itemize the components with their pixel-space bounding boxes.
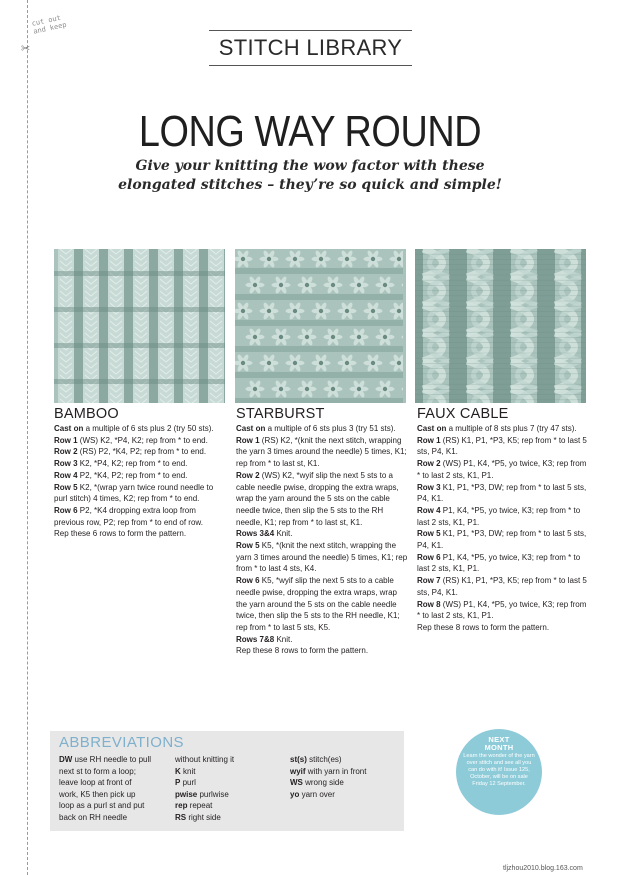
instruction-line — [59, 754, 151, 766]
instruction-line — [54, 482, 226, 505]
star-center — [293, 257, 297, 261]
instruction-label: Row 2 — [236, 470, 260, 480]
instruction-text: Knit. — [274, 529, 293, 539]
star-center — [305, 387, 309, 391]
tie-band — [54, 379, 225, 384]
instruction-text: (WS) K2, *P4, K2; rep from * to end. — [77, 435, 208, 445]
instruction-label: P — [175, 778, 181, 788]
instruction-label: Row 4 — [417, 505, 441, 515]
star-center — [371, 361, 375, 365]
star-center — [345, 309, 349, 313]
garter-ridge — [235, 398, 403, 403]
instruction-line — [175, 777, 234, 789]
instruction-line — [290, 789, 366, 801]
instruction-label: Row 7 — [417, 576, 441, 586]
instruction-text: wrong side — [302, 778, 344, 788]
instruction-text: without knitting it — [175, 755, 235, 764]
star-center — [305, 335, 309, 339]
star-center — [279, 387, 283, 391]
instruction-line — [236, 645, 408, 657]
star-center — [279, 335, 283, 339]
abbreviations-box — [50, 731, 404, 831]
instruction-text: Knit. — [274, 634, 293, 644]
star-center — [383, 335, 387, 339]
star-center — [319, 361, 323, 365]
instruction-label: Row 1 — [54, 435, 78, 445]
abbreviations-column-3 — [290, 754, 366, 800]
tie-band — [54, 307, 225, 312]
instruction-line — [417, 435, 589, 458]
instruction-line — [417, 599, 589, 622]
next-month-heading — [456, 736, 542, 752]
instruction-text: (RS) P2, *K4, P2; rep from * to end. — [77, 447, 207, 457]
subtitle-line-1: Give your knitting the wow factor with these — [135, 158, 485, 174]
star-center — [267, 361, 271, 365]
instruction-label: Row 3 — [417, 482, 441, 492]
source-credit: tljzhou2010.blog.163.com — [503, 865, 583, 872]
instruction-text: (WS) K2, *wyif slip the next 5 sts to a cable needle pwise, dropping the extra wraps, wrap the yarn around the 5 sts on the cable needle twice, then slip the 5 sts to the RH needle, K1; rep from * to last st, K1. — [236, 470, 399, 527]
instruction-label: WS — [290, 778, 303, 788]
instruction-text: K2, *P4, K2; rep from * to end. — [77, 459, 188, 469]
instruction-line — [236, 528, 408, 540]
instruction-line — [290, 754, 366, 766]
instruction-label: st(s) — [290, 755, 307, 764]
instruction-text: right side — [186, 812, 221, 822]
instruction-label: Row 6 — [417, 552, 441, 562]
star-center — [397, 257, 401, 261]
instruction-line — [175, 766, 234, 778]
star-center — [331, 387, 335, 391]
cut-out-label: cut out and keep — [31, 13, 68, 36]
pattern-instructions — [417, 423, 589, 634]
star-center — [357, 387, 361, 391]
instruction-line — [175, 754, 234, 766]
abbreviations-title: ABBREVIATIONS — [59, 734, 184, 751]
star-center — [357, 335, 361, 339]
instruction-text: repeat — [187, 801, 213, 811]
instruction-label: DW — [59, 755, 73, 764]
instruction-line — [54, 505, 226, 528]
pattern-instructions — [236, 423, 408, 657]
instruction-text: a multiple of 8 sts plus 7 (try 47 sts). — [446, 424, 577, 433]
instruction-text: Rep these 6 rows to form the pattern. — [54, 529, 187, 539]
instruction-text: (WS) P1, K4, *P5, yo twice, K3; rep from * to last 2 sts, K1, P1. — [417, 599, 587, 621]
instruction-line — [175, 800, 234, 812]
star-center — [305, 283, 309, 287]
instruction-text: loop as a purl st and put — [59, 801, 145, 811]
scissors-icon: ✂ — [21, 43, 31, 55]
instruction-text: (RS) K1, P1, *P3, K5; rep from * to last 5 sts, P4, K1. — [417, 576, 587, 597]
instruction-line — [417, 552, 589, 575]
garter-ridge — [235, 320, 403, 326]
instruction-text: (RS) K1, P1, *P3, K5; rep from * to last 5 sts, P4, K1. — [417, 435, 587, 457]
abbreviations-column-1 — [59, 754, 151, 824]
instruction-label: Row 2 — [417, 459, 441, 469]
instruction-label: Cast on — [54, 424, 84, 433]
instruction-label: Rows 7&8 — [236, 634, 275, 644]
next-month-badge — [456, 729, 542, 815]
pattern-instructions — [54, 423, 226, 540]
instruction-line — [54, 446, 226, 458]
garter-ridge — [235, 294, 403, 300]
instruction-text: P1, K4, *P5, yo twice, K3; rep from * to last 2 sts, K1, P1. — [417, 552, 581, 574]
star-center — [319, 309, 323, 313]
abbreviations-column-2 — [175, 754, 234, 824]
instruction-line — [417, 575, 589, 598]
instruction-text: stitch(es) — [306, 755, 342, 764]
instruction-line — [417, 423, 589, 435]
garter-ridge — [235, 268, 403, 274]
instruction-text: P2, *K4, P2; rep from * to end. — [77, 470, 188, 480]
bamboo-swatch-image — [54, 249, 225, 403]
star-center — [241, 309, 245, 313]
star-center — [241, 257, 245, 261]
instruction-line — [236, 540, 408, 575]
instruction-text: P1, K4, *P5, yo twice, K3; rep from * to last 2 sts, K1, P1. — [417, 505, 581, 527]
section-title: STITCH LIBRARY — [209, 30, 412, 66]
instruction-line — [290, 766, 366, 778]
instruction-label: RS — [175, 812, 187, 822]
instruction-text: K2, *(wrap yarn twice round needle to purl stitch) 4 times, K2; rep from * to end. — [54, 482, 214, 504]
star-center — [371, 309, 375, 313]
instruction-label: Row 5 — [54, 482, 78, 492]
instruction-label: Row 5 — [236, 541, 260, 551]
instruction-text: purlwise — [197, 789, 229, 799]
instruction-text: back on RH needle — [59, 812, 128, 822]
instruction-label: Cast on — [236, 424, 266, 433]
instruction-line — [417, 505, 589, 528]
star-center — [253, 283, 257, 287]
instruction-line — [54, 470, 226, 482]
star-center — [319, 257, 323, 261]
star-center — [345, 257, 349, 261]
instruction-text: next st to form a loop; — [59, 766, 136, 776]
page-subtitle — [90, 157, 530, 195]
instruction-text: yarn over — [299, 789, 335, 799]
instruction-text: knit — [180, 766, 196, 776]
instruction-text: (RS) K2, *(knit the next stitch, wrapping the yarn 3 times around the needle) 5 times, K1; rep from * to last st, K1. — [236, 435, 407, 469]
instruction-text: a multiple of 6 sts plus 2 (try 50 sts). — [83, 424, 214, 433]
star-center — [397, 309, 401, 313]
tie-band — [54, 343, 225, 348]
star-center — [267, 257, 271, 261]
star-center — [279, 283, 283, 287]
instruction-label: Cast on — [417, 424, 447, 433]
instruction-line — [417, 622, 589, 634]
star-center — [253, 387, 257, 391]
instruction-text: Rep these 8 rows to form the pattern. — [236, 646, 369, 656]
instruction-line — [54, 528, 226, 540]
instruction-line — [59, 812, 151, 824]
instruction-text: a multiple of 6 sts plus 3 (try 51 sts). — [265, 424, 396, 433]
instruction-text: K1, P1, *P3, DW; rep from * to last 5 sts, P4, K1. — [417, 529, 587, 551]
subtitle-line-2: elongated stitches – they’re so quick and simple! — [118, 177, 502, 193]
instruction-line — [417, 458, 589, 481]
pattern-title: FAUX CABLE — [417, 406, 509, 422]
star-center — [397, 361, 401, 365]
instruction-label: K — [175, 766, 181, 776]
page-title: LONG WAY ROUND — [138, 107, 482, 156]
next-kicker-line-2: MONTH — [484, 743, 514, 752]
star-center — [345, 361, 349, 365]
instruction-label: yo — [290, 789, 300, 799]
instruction-line — [59, 800, 151, 812]
star-center — [293, 309, 297, 313]
instruction-label: Row 2 — [54, 447, 78, 457]
instruction-label: pwise — [175, 789, 198, 799]
instruction-label: Row 8 — [417, 599, 441, 609]
instruction-line — [417, 528, 589, 551]
instruction-label: Row 5 — [417, 529, 441, 539]
pattern-title: STARBURST — [236, 406, 325, 422]
instruction-text: purl — [180, 778, 196, 788]
instruction-text: P2, *K4 dropping extra loop from previous row, P2; rep from * to end of row. — [54, 505, 203, 527]
instruction-line — [59, 789, 151, 801]
instruction-text: K5, *wyif slip the next 5 sts to a cable needle pwise, dropping the extra wraps, wrap the yarn around the 5 sts on the cable needle twice, then slip the 5 sts to the RH needle, K1; rep from * to last 5 sts, K5. — [236, 576, 400, 632]
instruction-line — [417, 482, 589, 505]
instruction-label: wyif — [290, 766, 306, 776]
star-center — [383, 387, 387, 391]
pattern-bamboo — [54, 406, 226, 540]
next-month-text: Learn the wonder of the yarn over stitch and see all you can do with it! Issue 125, October, will be on sale Friday 12 September. — [463, 753, 535, 787]
star-center — [293, 361, 297, 365]
cut-guide-line — [27, 0, 28, 875]
instruction-line — [54, 458, 226, 470]
instruction-text: with yarn in front — [305, 766, 367, 776]
instruction-line — [236, 634, 408, 646]
star-center — [241, 361, 245, 365]
pattern-title: BAMBOO — [54, 406, 119, 422]
instruction-label: Row 6 — [236, 576, 260, 586]
instruction-line — [54, 423, 226, 435]
instruction-text: (WS) P1, K4, *P5, yo twice, K3; rep from * to last 2 sts, K1, P1. — [417, 459, 587, 480]
instruction-label: Row 4 — [54, 470, 78, 480]
next-kicker-line-1: NEXT — [488, 735, 510, 744]
star-center — [383, 283, 387, 287]
instruction-text: leave loop at front of — [59, 778, 132, 788]
instruction-line — [175, 789, 234, 801]
instruction-line — [59, 766, 151, 778]
star-center — [371, 257, 375, 261]
instruction-text: work, K5 then pick up — [59, 789, 136, 799]
instruction-text: use RH needle to pull — [72, 755, 152, 764]
instruction-text: K1, P1, *P3, DW; rep from * to last 5 sts, P4, K1. — [417, 482, 587, 504]
garter-ridge — [235, 372, 403, 378]
garter-ridge — [235, 346, 403, 352]
star-center — [267, 309, 271, 313]
instruction-text: Rep these 8 rows to form the pattern. — [417, 622, 550, 632]
instruction-line — [290, 777, 366, 789]
instruction-label: rep — [175, 801, 188, 811]
instruction-line — [54, 435, 226, 447]
tie-band — [54, 271, 225, 276]
pattern-starburst — [236, 406, 408, 657]
instruction-label: Row 6 — [54, 505, 78, 515]
instruction-line — [236, 423, 408, 435]
pattern-faux-cable — [417, 406, 589, 634]
instruction-line — [59, 777, 151, 789]
star-center — [331, 283, 335, 287]
instruction-line — [236, 435, 408, 470]
star-center — [331, 335, 335, 339]
instruction-line — [236, 575, 408, 634]
faux-cable-swatch-image — [415, 249, 586, 403]
instruction-label: Row 1 — [236, 435, 260, 445]
star-center — [253, 335, 257, 339]
star-center — [357, 283, 361, 287]
instruction-line — [175, 812, 234, 824]
instruction-label: Row 3 — [54, 459, 78, 469]
instruction-text: K5, *(knit the next stitch, wrapping the yarn 3 times around the needle) 5 times, K1; rep from * to last 4 sts, K4. — [236, 541, 408, 574]
instruction-line — [236, 470, 408, 529]
instruction-label: Rows 3&4 — [236, 529, 275, 539]
instruction-label: Row 1 — [417, 435, 441, 445]
starburst-swatch-image — [235, 249, 406, 403]
